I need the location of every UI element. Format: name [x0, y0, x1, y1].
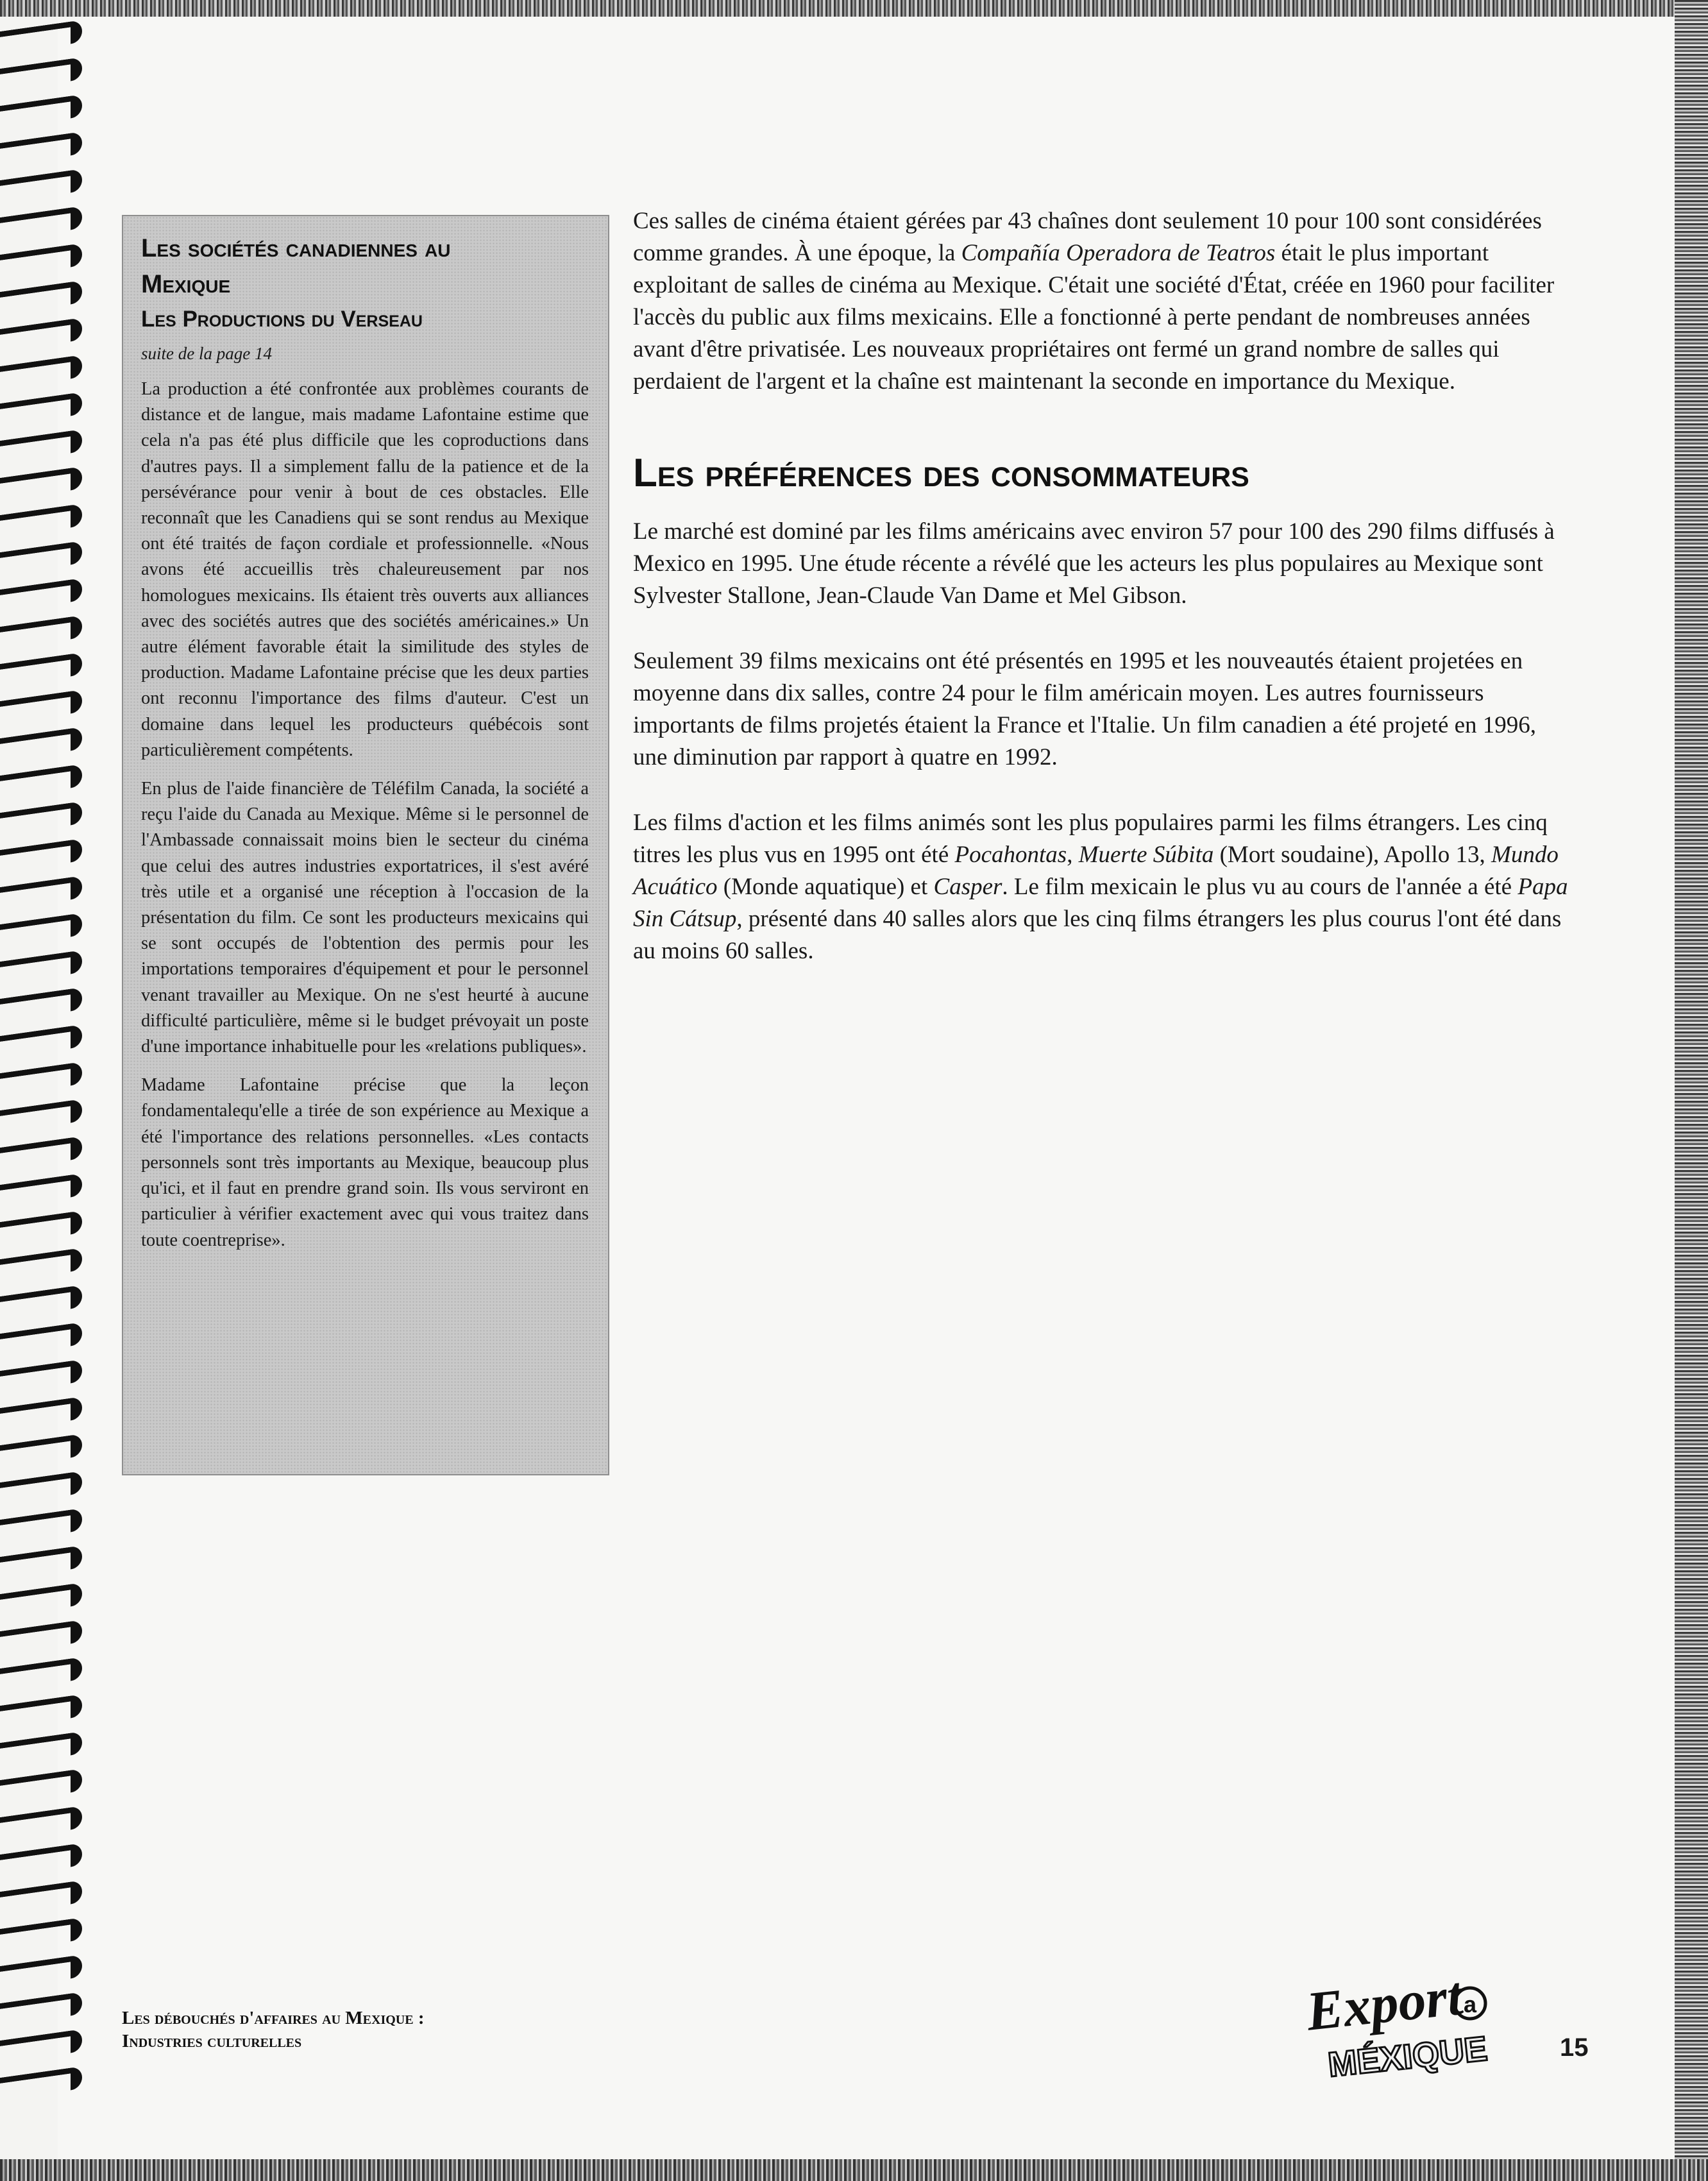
export-mexique-logo	[1302, 1960, 1514, 2088]
binding-coil	[0, 169, 82, 203]
binding-coil	[0, 1583, 82, 1617]
binding-coil	[0, 1136, 82, 1170]
binding-coil	[0, 1099, 82, 1133]
scan-edge-bottom	[0, 2159, 1708, 2181]
spiral-binding	[0, 26, 77, 2143]
scan-edge-top	[0, 0, 1708, 17]
sidebar-continued-note: suite de la page 14	[141, 344, 272, 363]
binding-coil	[0, 355, 82, 389]
binding-coil	[0, 838, 82, 872]
binding-coil	[0, 1657, 82, 1691]
text-run: Les films d'action et les films animés sont les plus populaires parmi les films étrangers. Les cinq titres les plus vus en 1995 ont été	[633, 810, 1548, 868]
binding-coil	[0, 429, 82, 463]
binding-coil	[0, 466, 82, 500]
film-title: Casper	[933, 874, 1002, 900]
binding-coil	[0, 318, 82, 352]
binding-coil	[0, 1024, 82, 1058]
text-run: . Le film mexicain le plus vu au cours de l'année a été	[1002, 874, 1518, 900]
binding-coil	[0, 1471, 82, 1505]
footer-line2: Industries culturelles	[122, 2031, 302, 2051]
page-number: 15	[1560, 2033, 1589, 2062]
logo-word-mexique: MÉXIQUE	[1326, 2029, 1489, 2085]
binding-coil	[0, 764, 82, 798]
binding-coil	[0, 94, 82, 128]
footer-publication-title	[122, 2007, 425, 2053]
binding-coil	[0, 504, 82, 538]
sidebar-title-line1: Les sociétés canadiennes au	[141, 234, 451, 262]
binding-coil	[0, 1545, 82, 1579]
body-paragraph	[633, 807, 1576, 967]
binding-coil	[0, 280, 82, 314]
binding-coil	[0, 20, 82, 54]
intro-text-end: était le plus important exploitant de salles de cinéma au Mexique. C'était une société d'État, créée en 1960 pour faciliter l'accès du public aux films mexicains. Elle a fonctionné à perte pendant de nombreuses années avant d'être privatisée. Les nouveaux propriétaires ont fermé un grand nombre de salles qui perdaient de l'argent et la chaîne est maintenant la seconde en importance du Mexique.	[633, 240, 1555, 395]
binding-coil	[0, 1285, 82, 1319]
scan-edge-right	[1675, 0, 1708, 2181]
binding-coil	[0, 801, 82, 835]
intro-paragraph	[633, 205, 1576, 398]
text-run: , présenté dans 40 salles alors que les cinq films étrangers les plus courus l'ont été dans au moins 60 salles.	[633, 906, 1562, 964]
logo-word-export: Export	[1303, 1964, 1466, 2042]
text-run: ,	[1067, 842, 1079, 868]
sidebar-paragraph: En plus de l'aide financière de Téléfilm Canada, la société a reçu l'aide du Canada au Mexique. Même si le personnel de l'Ambassade connaissait moins bien le secteur du cinéma que celui des autres industries exportatrices, il s'est avéré très utile et a organisé une réception à l'occasion de la présentation du film. Ce sont les producteurs mexicains qui se sont occupés de l'obtention des permis pour les importations temporaires d'équipement et pour le personnel venant travailler au Mexique. On ne s'est heurté à aucune difficulté particulière, même si le budget prévoyait un poste d'une importance inhabituelle pour les «relations publiques».	[141, 779, 589, 1057]
binding-coil	[0, 1843, 82, 1877]
sidebar-box	[122, 215, 609, 1475]
body-paragraph: Le marché est dominé par les films américains avec environ 57 pour 100 des 290 films diffusés à Mexico en 1995. Une étude récente a révélé que les acteurs les plus populaires au Mexique sont Sylvester Stallone, Jean-Claude Van Dame et Mel Gibson.	[633, 518, 1555, 609]
binding-coil	[0, 2066, 82, 2100]
binding-coil	[0, 727, 82, 761]
binding-coil	[0, 1248, 82, 1282]
footer-line1: Les débouchés d'affaires au Mexique :	[122, 2008, 425, 2028]
binding-coil	[0, 1769, 82, 1803]
intro-text: Ces salles de cinéma étaient gérées par 43 chaînes dont seulement 10 pour 100 sont considérées comme grandes. À une époque, la	[633, 208, 1542, 266]
binding-coil	[0, 615, 82, 649]
binding-coil	[0, 57, 82, 91]
binding-coil	[0, 1880, 82, 1914]
binding-coil	[0, 1173, 82, 1207]
binding-coil	[0, 1955, 82, 1989]
binding-coil	[0, 1210, 82, 1244]
binding-coil	[0, 243, 82, 277]
binding-coil	[0, 1620, 82, 1654]
binding-coil	[0, 541, 82, 575]
section-heading: Les préférences des consommateurs	[633, 451, 1249, 495]
binding-coil	[0, 1917, 82, 1951]
sidebar-title-line2: Mexique	[141, 270, 231, 298]
binding-coil	[0, 987, 82, 1021]
body-paragraph: Seulement 39 films mexicains ont été présentés en 1995 et les nouveautés étaient projetées en moyenne dans dix salles, contre 24 pour le film américain moyen. Les autres fournisseurs importants de films projetés étaient la France et l'Italie. Un film canadien a été projeté en 1996, une diminution par rapport à quatre en 1992.	[633, 648, 1537, 770]
intro-company-name: Compañía Operadora de Teatros	[961, 240, 1276, 266]
binding-coil	[0, 876, 82, 910]
binding-coil	[0, 1508, 82, 1542]
sidebar-paragraph: La production a été confrontée aux problèmes courants de distance et de langue, mais madame Lafontaine estime que cela n'a pas été plus difficile que les coproductions dans d'autres pays. Il a simplement fallu de la patience et de la persévérance pour venir à bout de ces obstacles. Elle reconnaît que les Canadiens qui se sont rendus au Mexique ont été traités de façon cordiale et professionnelle. «Nous avons été accueillis très chaleureusement par nos homologues mexicains. Ils étaient très ouverts aux alliances avec des sociétés autres que des sociétés américaines.» Un autre élément favorable était la similitude des styles de production. Madame Lafontaine précise que les deux parties ont reconnu l'importance des films d'auteur. C'est un domaine dans lequel les producteurs québécois sont particulièrement compétents.	[141, 379, 589, 760]
binding-coil	[0, 690, 82, 724]
binding-coil	[0, 1731, 82, 1765]
film-title: Muerte Súbita	[1078, 842, 1214, 868]
binding-coil	[0, 578, 82, 612]
binding-coil	[0, 913, 82, 947]
binding-coil	[0, 1806, 82, 1840]
text-run: (Mort soudaine), Apollo 13,	[1213, 842, 1492, 868]
binding-coil	[0, 1322, 82, 1356]
binding-coil	[0, 392, 82, 426]
svg-text:a: a	[1464, 1991, 1477, 2017]
binding-coil	[0, 2029, 82, 2063]
main-column	[633, 205, 1576, 1001]
binding-coil	[0, 1694, 82, 1728]
film-title: Mundo Acuático	[633, 842, 1559, 900]
binding-coil	[0, 1062, 82, 1096]
binding-coil	[0, 206, 82, 240]
binding-coil	[0, 132, 82, 165]
binding-coil	[0, 652, 82, 686]
binding-coil	[0, 1396, 82, 1430]
sidebar-title	[141, 230, 589, 302]
film-title: Papa Sin Cátsup	[633, 874, 1568, 932]
binding-coil	[0, 1992, 82, 2026]
film-title: Pocahontas	[954, 842, 1067, 868]
binding-coil	[0, 1434, 82, 1468]
binding-coil	[0, 1359, 82, 1393]
sidebar-paragraph: Madame Lafontaine précise que la leçon fondamentalequ'elle a tirée de son expérience au Mexique a été l'importance des relations personnelles. «Les contacts personnels sont très importants au Mexique, beaucoup plus qu'ici, et il faut en prendre grand soin. Ils vous serviront en particulier à vérifier exactement avec qui vous traitez dans toute coentreprise».	[141, 1075, 589, 1250]
sidebar-subtitle: Les Productions du Verseau	[141, 307, 423, 332]
binding-coil	[0, 950, 82, 984]
text-run: (Monde aquatique) et	[717, 874, 934, 900]
